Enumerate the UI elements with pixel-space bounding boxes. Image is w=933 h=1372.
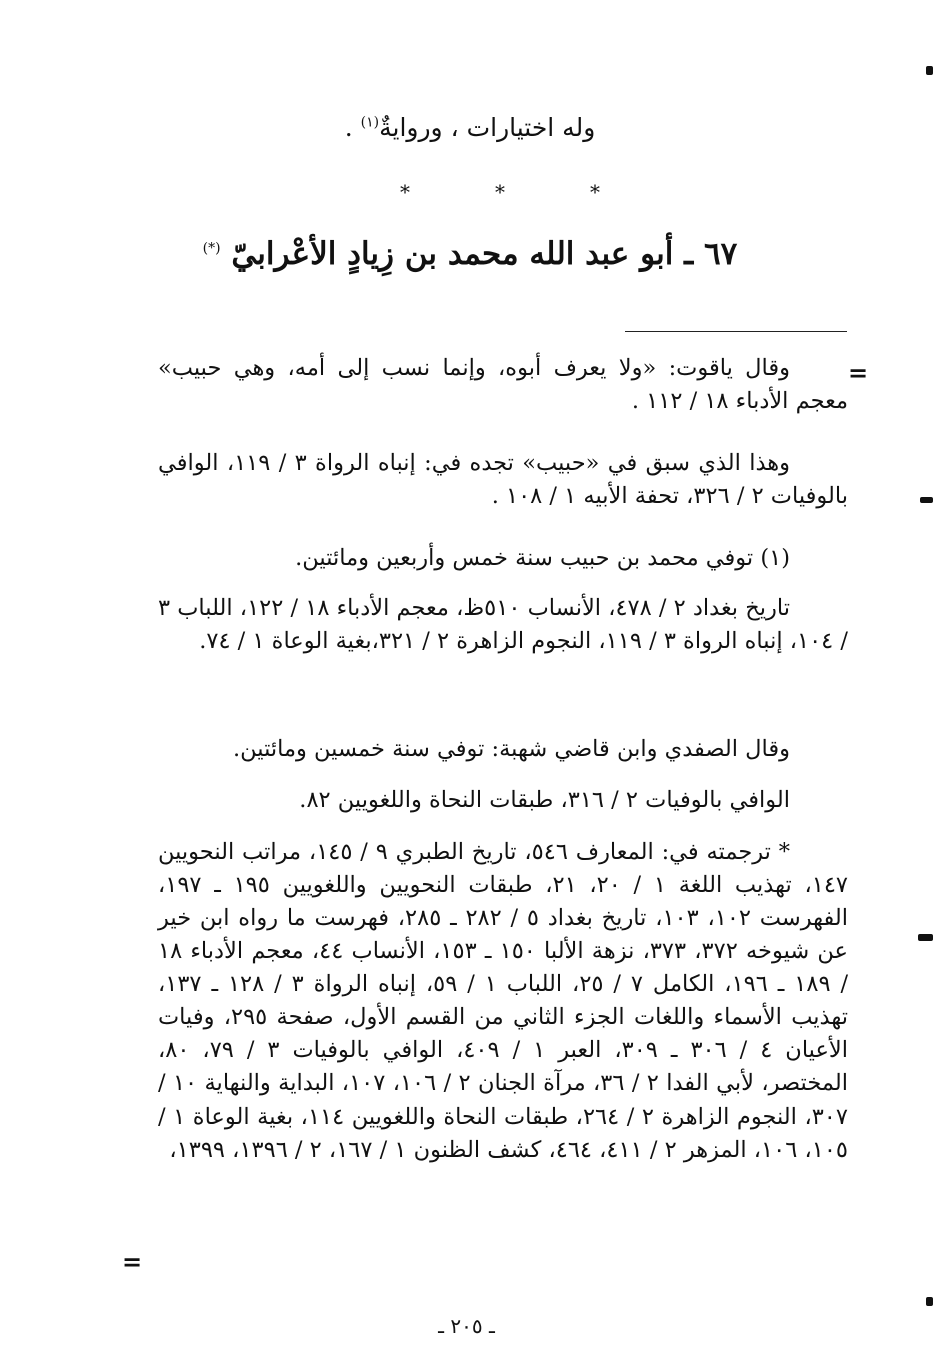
- section-separator: [400, 180, 600, 204]
- footnote-paragraph: * ترجمته في: المعارف ٥٤٦، تاريخ الطبري ٩ / ١٤٥، مراتب النحويين ١٤٧، تهذيب اللغة ١ / ٢٠، ٢١، طبقات النحويين واللغويين ١٩٥ ـ ١٩٧، الفهرست ١٠٢، ١٠٣، تاريخ بغداد ٥ / ٢٨٢ ـ ٢٨٥، فهرست ما رواه ابن خير عن شيوخه ٣٧٢، ٣٧٣، نزهة الألبا ١٥٠ ـ ١٥٣، الأنساب ٤٤، معجم الأدباء ١٨ / ١٨٩ ـ ١٩٦، الكامل ٧ / ٢٥، اللباب ١ / ٥٩، إنباه الرواة ٣ / ١٢٨ ـ ١٣٧، تهذيب الأسماء واللغات الجزء الثاني من القسم الأول، صفحة ٢٩٥، وفيات الأعيان ٤ / ٣٠٦ ـ ٣٠٩، العبر ١ / ٤٠٩، الوافي بالوفيات ٣ / ٧٩، ٨٠، المختصر، لأبي الفدا ٢ / ٣٦، مرآة الجنان ٢ / ١٠٦، ١٠٧، البداية والنهاية ١٠ / ٣٠٧، النجوم الزاهرة ٢ / ٢٦٤، طبقات النحاة واللغويين ١١٤، بغية الوعاة ١ / ١٠٥، ١٠٦، المزهر ٢ / ٤١١، ٤٦٤، كشف الظنون ١ / ١٦٧، ٢ / ١٣٩٦، ١٣٩٩،: [158, 839, 849, 1163]
- page-number: ـ ٢٠٥ ـ: [438, 1314, 495, 1338]
- opening-line: [150, 113, 790, 142]
- separator-star: *: [400, 180, 410, 204]
- entry-heading: [150, 236, 790, 272]
- footnote-ref-1: (١): [360, 114, 380, 131]
- opening-line-end: .: [344, 113, 353, 142]
- footnote-sources-2: [158, 784, 848, 817]
- footnote-biography: [158, 836, 848, 1167]
- footnote-habib: [158, 447, 848, 513]
- footnote-paragraph: (١) توفي محمد بن حبيب سنة خمس وأربعين ومائتين.: [295, 545, 790, 571]
- footnote-paragraph: وهذا الذي سبق في «حبيب» تجده في: إنباه الرواة ٣ / ١١٩، الوافي بالوفيات ٢ / ٣٢٦، تحفة الأبيه ١ / ١٠٨ .: [158, 450, 848, 510]
- heading-footnote-ref: (*): [202, 240, 221, 257]
- scan-mark: [918, 934, 933, 941]
- opening-line-text: وله اختيارات ، وروايةٌ: [379, 113, 596, 142]
- footnote-yaqut: [158, 352, 848, 418]
- footnote-1: [158, 542, 848, 575]
- scan-mark: [926, 66, 933, 75]
- footnote-sources-1: [158, 592, 848, 658]
- scan-mark: [926, 1297, 933, 1306]
- entry-heading-text: ٦٧ ـ أبو عبد الله محمد بن زِيادٍ الأعْرابيّ: [231, 236, 738, 272]
- footnote-paragraph: الوافي بالوفيات ٢ / ٣١٦، طبقات النحاة واللغويين ٨٢.: [299, 787, 790, 813]
- separator-star: *: [495, 180, 505, 204]
- continuation-marker-end: =: [122, 1247, 143, 1276]
- separator-star: *: [590, 180, 600, 204]
- scan-mark: [920, 497, 933, 503]
- footnote-paragraph: تاريخ بغداد ٢ / ٤٧٨، الأنساب ٥١٠ظ، معجم الأدباء ١٨ / ١٢٢، اللباب ٣ / ١٠٤، إنباه الرواة ٣ / ١١٩، النجوم الزاهرة ٢ / ٣٢١،بغية الوعاة ١ / ٧٤.: [158, 595, 848, 655]
- footnote-paragraph: وقال ياقوت: «ولا يعرف أبوه، وإنما نسب إلى أمه، وهي حبيب» معجم الأدباء ١٨ / ١١٢ .: [158, 355, 848, 415]
- footnote-paragraph: وقال الصفدي وابن قاضي شهبة: توفي سنة خمسين ومائتين.: [233, 736, 790, 762]
- continuation-marker: =: [848, 358, 869, 387]
- footnote-safadi: [158, 733, 848, 766]
- footnote-divider: [625, 331, 847, 332]
